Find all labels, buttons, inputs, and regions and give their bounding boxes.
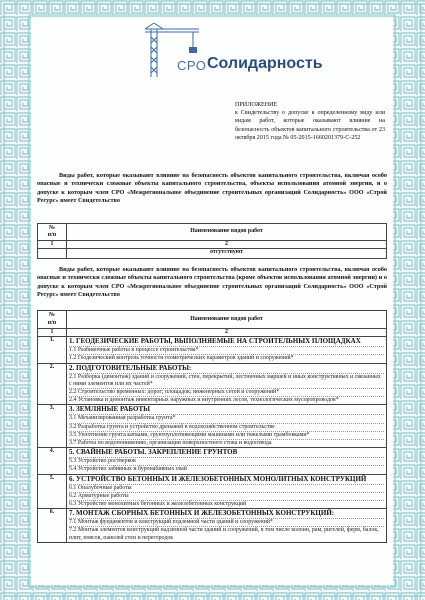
work-item: 5.3 Устройство ростверков xyxy=(69,458,384,466)
logo-prefix: СРО xyxy=(177,58,207,73)
section-cell xyxy=(67,337,387,363)
table1-empty-cell xyxy=(38,249,67,259)
intro-paragraph-2: Виды работ, которые оказывают влияние на безопасность объектов капитального строительства, включая особо опасные и технически сложные объекты капитального строительства (кроме объектов использования атомной энергии) и о допуске к которым член СРО «Межрегиональное объединение строительных организаций Солидарность» ООО «Строй Ресурс» имеет Свидетельство xyxy=(37,266,387,298)
section-number: 6. xyxy=(38,509,67,543)
work-item: 3.2 Разработка грунта и устройство дренажей в водохозяйственном строительстве xyxy=(69,424,384,432)
section-number: 3. xyxy=(38,405,67,448)
work-item: 7.2 Монтаж элементов конструкций надземной части зданий и сооружений, в том числе колонн, рам, ригелей, ферм, балок, плит, поясов, панелей стен и перегородок xyxy=(69,527,379,541)
work-item: 6.2 Арматурные работы xyxy=(69,493,384,501)
work-item: 1.2 Геодезический контроль точности геометрических параметров зданий и сооружений* xyxy=(69,355,294,362)
table2-col-number: № п/п xyxy=(38,311,67,329)
work-item: 7.1 Монтаж фундаментов и конструкций подземной части зданий и сооружений* xyxy=(69,519,384,527)
work-item: 3.1 Механизированная разработка грунта* xyxy=(69,415,384,423)
section-title: 2. ПОДГОТОВИТЕЛЬНЫЕ РАБОТЫ: xyxy=(69,364,384,374)
work-item: 3.5 Уплотнение грунта катками, грунтоуплотняющими машинами или тяжелыми трамбовками* xyxy=(69,432,384,440)
appendix-header xyxy=(235,101,385,142)
section-title: 1. ГЕОДЕЗИЧЕСКИЕ РАБОТЫ, ВЫПОЛНЯЕМЫЕ НА СТРОИТЕЛЬНЫХ ПЛОЩАДКАХ xyxy=(69,337,384,347)
table1-num-1: 1 xyxy=(38,241,67,249)
section-cell xyxy=(67,405,387,448)
table-row xyxy=(38,509,387,543)
work-item: 5.4 Устройство забивных и буронабивных свай xyxy=(69,466,187,473)
work-item: 2.1 Разборка (демонтаж) зданий и сооружений, стен, перекрытий, лестничных маршей и иных конструктивных и связанных с ними элементов или их частей* xyxy=(69,374,384,389)
intro-paragraph-1: Виды работ, которые оказывают влияние на безопасность объектов капитального строительства, включая особо опасные и технически сложные объекты капитального строительства, объекты использования атомной энергии, и о допуске к которым член СРО «Межрегиональное объединение строительных организаций Солидарность» ООО «Строй Ресурс» имеет Свидетельство xyxy=(37,172,387,204)
table-row xyxy=(38,363,387,405)
section-cell xyxy=(67,448,387,474)
section-number: 2. xyxy=(38,363,67,405)
document-content xyxy=(31,17,393,585)
table-row xyxy=(38,448,387,474)
table1-absent: отсутствуют xyxy=(67,249,387,259)
work-item: 2.2 Строительство временных: дорог; площадок; инженерных сетей и сооружений* xyxy=(69,389,384,397)
sro-logo xyxy=(143,23,343,83)
table-row xyxy=(38,405,387,448)
section-number: 4. xyxy=(38,448,67,474)
work-item: 3.7 Работы по водопонижению, организации поверхностного стока и водоотвода xyxy=(69,440,272,447)
table-row xyxy=(38,337,387,363)
table-2 xyxy=(37,310,387,543)
table1-col-number: № п/п xyxy=(38,224,67,241)
work-item: 2.4 Установка и демонтаж инвентарных наружных и внутренних лесов, технологических мусоропроводов* xyxy=(69,397,339,404)
section-title: 6. УСТРОЙСТВО БЕТОННЫХ И ЖЕЛЕЗОБЕТОННЫХ МОНОЛИТНЫХ КОНСТРУКЦИЙ xyxy=(69,475,384,485)
table2-num-2: 2 xyxy=(67,329,387,337)
table1-col-name: Наименование видов работ xyxy=(67,224,387,241)
table2-col-name: Наименование видов работ xyxy=(67,311,387,329)
appendix-title: ПРИЛОЖЕНИЕ xyxy=(235,102,278,108)
section-cell xyxy=(67,509,387,543)
table2-num-1: 1 xyxy=(38,329,67,337)
logo-name: Солидарность xyxy=(207,55,323,72)
section-number: 1. xyxy=(38,337,67,363)
work-item: 6.1 Опалубочные работы xyxy=(69,485,384,493)
section-title: 3. ЗЕМЛЯНЫЕ РАБОТЫ xyxy=(69,405,384,415)
appendix-text: к Свидетельству о допуске к определенному виду или видам работ, которые оказывают влияние на безопасность объектов капитального строительства от 23 октября 2015 года № 05-2015-1660201379-С-252 xyxy=(235,110,385,141)
table1-num-2: 2 xyxy=(67,241,387,249)
section-cell xyxy=(67,474,387,509)
work-item: 6.3 Устройство монолитных бетонных и железобетонных конструкций xyxy=(69,501,247,508)
section-title: 5. СВАЙНЫЕ РАБОТЫ. ЗАКРЕПЛЕНИЕ ГРУНТОВ xyxy=(69,448,384,458)
table-row xyxy=(38,474,387,509)
table-1 xyxy=(37,223,387,259)
section-number: 5. xyxy=(38,474,67,509)
work-item: 1.1 Разбивочные работы в процессе строительства* xyxy=(69,347,384,355)
section-title: 7. МОНТАЖ СБОРНЫХ БЕТОННЫХ И ЖЕЛЕЗОБЕТОННЫХ КОНСТРУКЦИЙ: xyxy=(69,509,384,519)
section-cell xyxy=(67,363,387,405)
